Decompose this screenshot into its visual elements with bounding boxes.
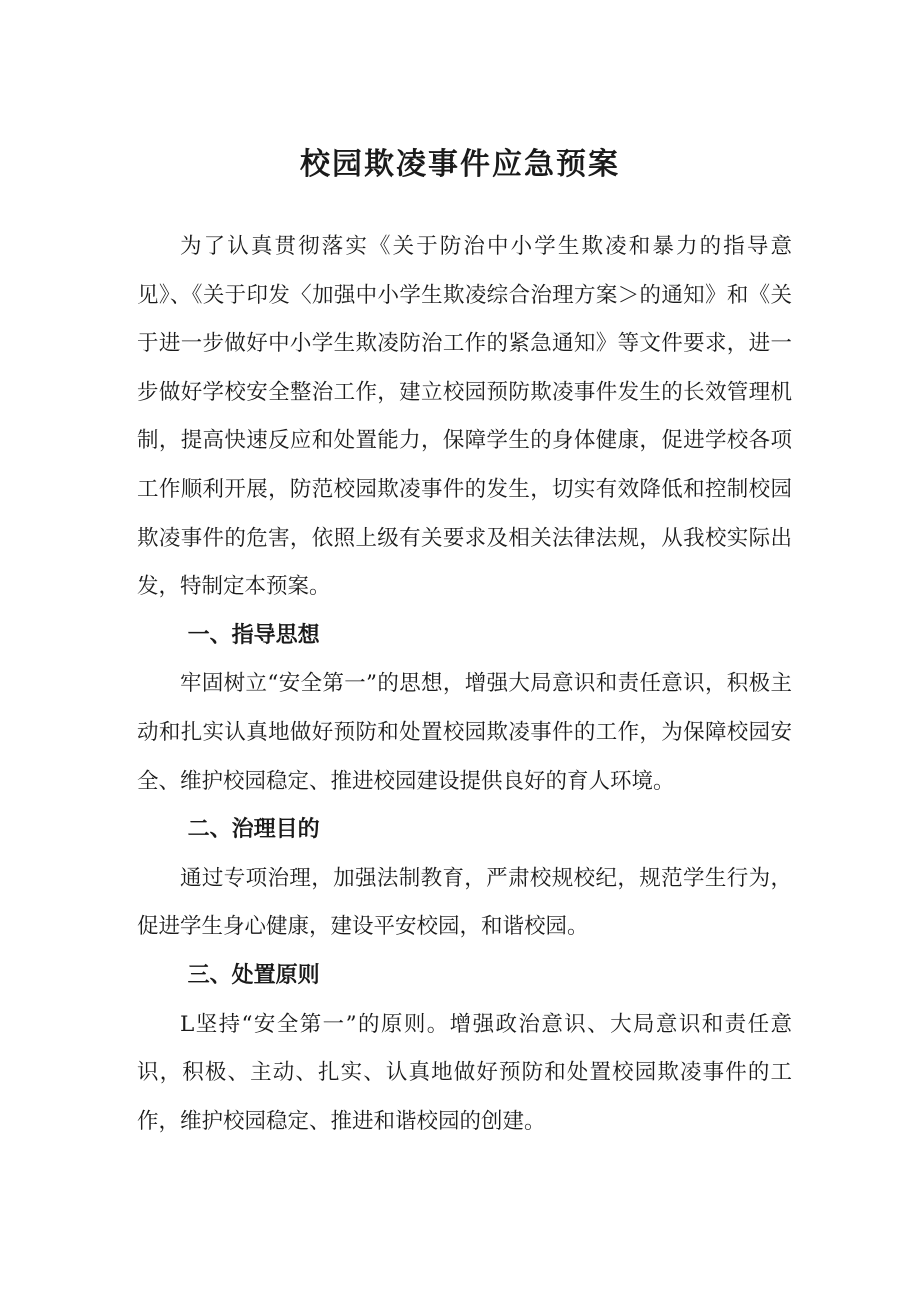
document-title: 校园欺凌事件应急预案 xyxy=(300,147,620,182)
intro-paragraph: 为了认真贯彻落实《关于防治中小学生欺凌和暴力的指导意见》、《关于印发〈加强中小学生欺凌综合治理方案＞的通知》和《关于进一步做好中小学生欺凌防治工作的紧急通知》等文件要求，进一步做好学校安全整治工作，建立校园预防欺凌事件发生的长效管理机制，提高快速反应和处置能力，保障学生的身体健康，促进学校各项工作顺利开展，防范校园欺凌事件的发生，切实有效降低和控制校园欺凌事件的危害，依照上级有关要求及相关法律法规，从我校实际出发，特制定本预案。 xyxy=(137,234,792,600)
section-heading-governance-purpose: 二、治理目的 xyxy=(187,817,320,843)
section-text-governance-purpose: 通过专项治理，加强法制教育，严肃校规校纪，规范学生行为，促进学生身心健康，建设平安校园，和谐校园。 xyxy=(137,865,792,940)
document-body xyxy=(137,223,792,1146)
section-text-handling-principles: L坚持“安全第一”的原则。增强政治意识、大局意识和责任意识，积极、主动、扎实、认真地做好预防和处置校园欺凌事件的工作，维护校园稳定、推进和谐校园的创建。 xyxy=(137,1011,792,1134)
section-heading-handling-principles: 三、处置原则 xyxy=(187,962,320,988)
section-text-guiding-ideology: 牢固树立“安全第一”的思想，增强大局意识和责任意识，积极主动和扎实认真地做好预防和处置校园欺凌事件的工作，为保障校园安全、维护校园稳定、推进校园建设提供良好的育人环境。 xyxy=(137,671,792,794)
section-heading-guiding-ideology: 一、指导思想 xyxy=(187,622,320,648)
